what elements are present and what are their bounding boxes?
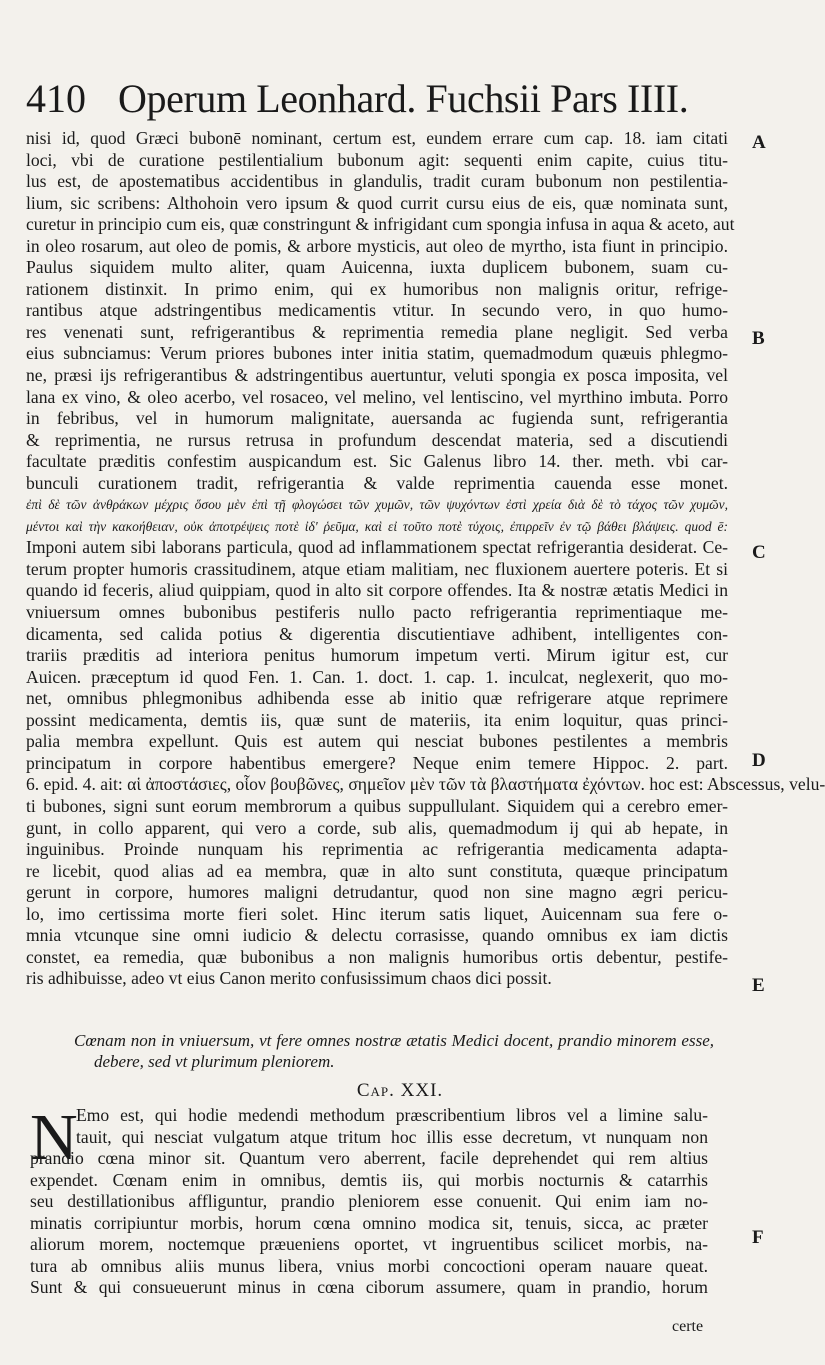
text-line: ἐπὶ δὲ τῶν ἀνθράκων μέχρις ὅσου μὲν ἐπὶ τῇ φλογώσει τῶν χυμῶν, τῶν ψυχόντων ἐστὶ χρεία διὰ δὲ τὸ τάχος τῶν χυμῶν, [26, 497, 728, 513]
text-line: curetur in principio cum eis, quæ constringunt & infrigidant cum spongia infusa in aqua & aceto, aut [26, 214, 735, 235]
text-line: rationem distinxit. In primo enim, qui ex humoribus non malignis oritur, refrige- [26, 278, 728, 299]
text-line: ti bubones, signi sunt eorum membrorum a quibus suppullulant. Siquidem qui a cerebro emer- [26, 795, 728, 816]
text-line: & reprimentia, ne rursus retrusa in profundum descendat materia, sed a discutiendi [26, 429, 728, 450]
chapter-line: tauit, qui nesciat vulgatum atque tritum hoc illis esse decretum, vt nunquam non [76, 1126, 708, 1147]
chapter-summary [74, 1030, 714, 1072]
chapter-heading: Cap. XXI. [356, 1080, 444, 1101]
text-line: gerunt in corpore, humores maligni detrudantur, quod non sine magno ægri pericu- [26, 882, 728, 903]
chapter-line: seu destillationibus affliguntur, prandio pleniorem esse conuenit. Qui enim iam no- [30, 1191, 708, 1212]
page-number: 410 [26, 76, 86, 121]
chapter-line: aliorum morem, noctemque præueniens oportet, vt ingruentibus scilicet morbis, na- [30, 1234, 708, 1255]
chapter-line: expendet. Cœnam enim in omnibus, demtis iis, qui morbis nocturnis & catarrhis [30, 1169, 708, 1190]
chapter-line: minatis corripiuntur morbis, horum cœna omnino modica sit, tenuis, sicca, ac præter [30, 1212, 708, 1233]
text-line: in febribus, vel in humorum malignitate, auersanda ac fugienda sunt, refrigerantia [26, 408, 728, 429]
catchword: certe [672, 1318, 704, 1335]
chapter-line: tura ab omnibus aliis munus libera, vnius morbi concoctioni operam nauare queat. [30, 1255, 708, 1276]
text-line: res venenati sunt, refrigerantibus & reprimentia remedia plane negligit. Sed verba [26, 321, 728, 342]
page-header [26, 76, 766, 122]
margin-letter-a: A [752, 132, 766, 153]
text-line: vniuersum omnes bubonibus pestiferis nullo pacto refrigerantia reprimentiaque me- [26, 602, 728, 623]
text-line: rantibus atque adstringentibus medicamentis vtitur. In secundo vero, in quo humo- [26, 300, 728, 321]
text-line: Paulus siquidem multo aliter, quam Auicenna, iuxta duplicem bubonem, suam cu- [26, 257, 728, 278]
text-line: lo, imo certissima morte fieri solet. Hinc iterum satis liquet, Auicennam sua fere o- [26, 903, 728, 924]
chapter-line: Emo est, qui hodie medendi methodum præscribentium libros vel a limine salu- [76, 1105, 708, 1125]
text-line: lus est, de apostematibus accidentibus in glandulis, tradit curam bubonum non pestilentia- [26, 171, 728, 192]
text-line: re licebit, quod alias ad ea membra, quæ in alto sunt constituta, quæque principatum [26, 860, 728, 881]
text-line: μέντοι καὶ τὴν κακοήθειαν, οὐκ ἀποτρέψεις ποτὲ ἰδ' ῥεῦμα, καὶ εἰ τοῦτο ποτὲ τύχοις, ἐπιρρεῖν ἐν τῷ βάθει βλάψεις. quod ē: [26, 518, 728, 534]
text-line: ris adhibuisse, adeo vt eius Canon merito confusissimum chaos dici possit. [26, 968, 552, 989]
text-line: constet, ea remedia, quæ bubonibus a non malignis humoribus ortis debentur, pestife- [26, 946, 728, 967]
text-line: Imponi autem sibi laborans particula, quod ad inflammationem spectat refrigerantia desiderat. Ce- [26, 537, 728, 558]
summary-line: debere, sed vt plurimum pleniorem. [94, 1052, 335, 1071]
text-line: bunculi curationem tradit, refrigerantia & valde reprimentia cauenda esse monet. [26, 472, 728, 493]
text-line: in oleo rosarum, aut oleo de pomis, & arbore mysticis, aut oleo de myrtho, ista fiunt in principio. [26, 235, 728, 256]
chapter-line: Sunt & qui consueuerunt minus in cœna ciborum assumere, quam in prandio, horum [30, 1277, 708, 1298]
text-line: terum propter humoris crassitudinem, atque etiam malitiam, nec fluxionem auertere poteris. Et si [26, 558, 728, 579]
text-line: ne, præsi ijs refrigerantibus & adstringentibus auertuntur, veluti spongia ex posca imposita, vel [26, 365, 728, 386]
text-line: inguinibus. Proinde nunquam his reprimentia ac refrigerantia medicamenta adapta- [26, 839, 728, 860]
margin-letter-c: C [752, 542, 766, 563]
summary-line: Cœnam non in vniuersum, vt fere omnes nostræ ætatis Medici docent, prandio minorem esse, [74, 1031, 714, 1050]
text-line: facultate præditis confestim auspicandum est. Sic Galenus libro 14. ther. meth. vbi car- [26, 451, 728, 472]
text-line: 6. epid. 4. ait: αἱ ἀποστάσιες, οἷον βουβῶνες, σημεῖον μὲν τῶν τὰ βλαστήματα ἐχόντων. hoc est: Abscessus, velu- [26, 774, 825, 795]
chapter-line: prandio cœna minor sit. Quantum vero aberrent, facile deprehendet qui rem altius [30, 1148, 708, 1169]
text-line: mnia vtcunque sine omni iudicio & delectu corrasisse, quando omnibus ex iam dictis [26, 925, 728, 946]
margin-letter-b: B [752, 328, 765, 349]
text-line: palia membra expellunt. Quis est autem qui nesciat bubones pestilentes a membris [26, 731, 728, 752]
text-line: nisi id, quod Græci bubonē nominant, certum est, eundem errare cum cap. 18. iam citati [26, 128, 728, 148]
text-line: principatum in corpore habentibus emergere? Neque enim temere Hippoc. 2. part. [26, 752, 728, 773]
text-line: dicamenta, sed calida potius & digerentia discutientiave adhibent, intelligentes con- [26, 623, 728, 644]
chapter-text-block [30, 1105, 708, 1299]
drop-cap: N [30, 1101, 78, 1174]
main-text-block [26, 128, 825, 990]
text-line: gunt, in collo apparent, qui vero a corde, sub alis, quemadmodum ij qui ab hepate, in [26, 817, 728, 838]
text-line: lana ex vino, & oleo acerbo, vel rosaceo, vel melino, vel lentiscino, vel myrthino imbuta. Porro [26, 386, 728, 407]
text-line: eius subnciamus: Verum priores bubones inter initia statim, quemadmodum quæuis phlegmo- [26, 343, 728, 364]
margin-letter-e: E [752, 975, 765, 996]
text-line: loci, vbi de curatione pestilentialium bubonum agit: sequenti enim capite, cuius titu- [26, 149, 728, 170]
text-line: Auicen. præceptum id quod Fen. 1. Can. 1. doct. 1. cap. 1. inculcat, neglexerit, quo mo- [26, 666, 728, 687]
margin-letter-d: D [752, 750, 766, 771]
text-line: quando id feceris, aliud quippiam, quod in alto sit corpore offendes. Ita & nostræ ætatis Medici in [26, 580, 728, 601]
margin-letter-f: F [752, 1227, 764, 1248]
text-line: lium, sic scribens: Althohoin vero ipsum & quod currit cursu eius de eis, quæ nominata sunt, [26, 192, 728, 213]
text-line: trariis præditis ad interiora penitus humorum impetum verti. Mirum igitur est, cur [26, 645, 728, 666]
text-line: net, omnibus phlegmonibus adhibenda esse ab initio quæ refrigerare atque reprimere [26, 688, 728, 709]
text-line: possint medicamenta, demtis iis, quæ sunt de materiis, ita enim loquitur, quas princi- [26, 709, 728, 730]
running-head: Operum Leonhard. Fuchsii Pars IIII. [118, 76, 689, 121]
